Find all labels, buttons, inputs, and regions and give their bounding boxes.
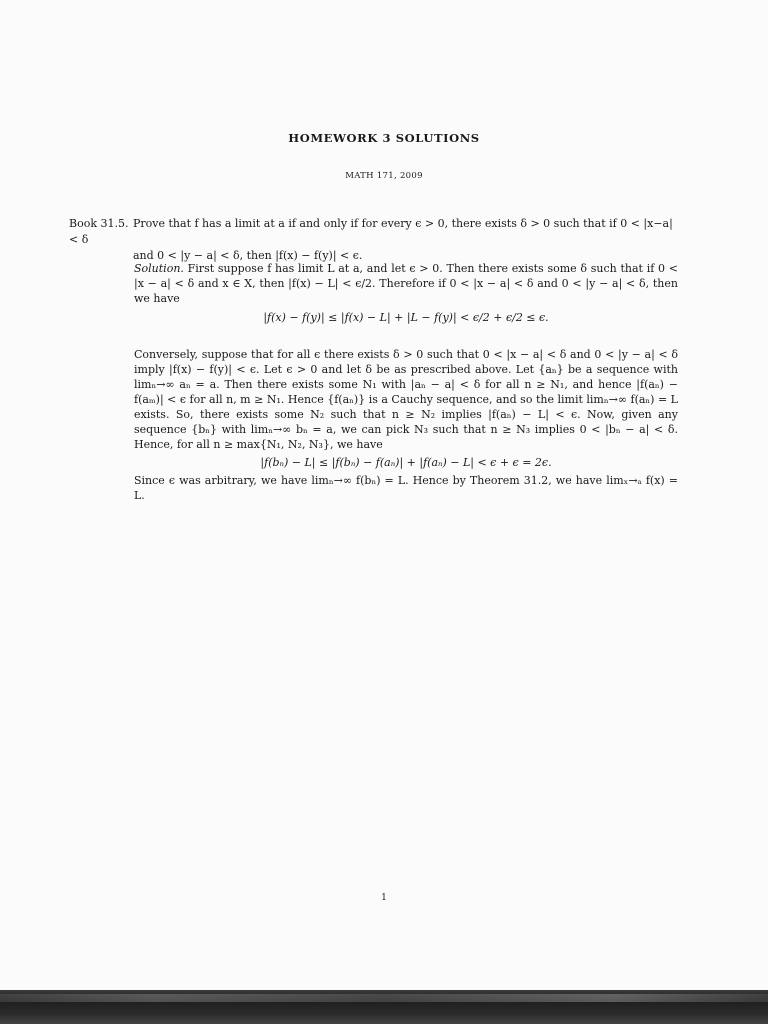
problem-statement	[69, 216, 681, 264]
scan-edge-band	[0, 994, 768, 1002]
scan-edge-strip	[0, 990, 768, 1024]
equation-2: |f(bₙ) − L| ≤ |f(bₙ) − f(aₙ)| + |f(aₙ) − L| < ϵ + ϵ = 2ϵ.	[260, 456, 552, 469]
equation-1: |f(x) − f(y)| ≤ |f(x) − L| + |L − f(y)| < ϵ/2 + ϵ/2 ≤ ϵ.	[263, 311, 549, 324]
solution-body	[134, 261, 678, 503]
problem-line-1: Prove that f has a limit at a if and only if for every ϵ > 0, there exists δ > 0 such that if 0 < |x−a| < δ	[69, 217, 673, 246]
solution-lead: Solution.	[134, 262, 184, 275]
solution-para-1-text: First suppose f has limit L at a, and let ϵ > 0. Then there exists some δ such that if 0 < |x − a| < δ and x ∈ X, then |f(x) − L| < ϵ/2. Therefore if 0 < |x − a| < δ and 0 < |y − a| < δ, then we have	[134, 262, 678, 305]
solution-paragraph-2: Conversely, suppose that for all ϵ there exists δ > 0 such that 0 < |x − a| < δ and 0 < |y − a| < δ imply |f(x) − f(y)| < ϵ. Let ϵ > 0 and let δ be as prescribed above. Let {aₙ} be a sequence with limₙ→∞ aₙ = a. Then there exists some N₁ with |aₙ − a| < δ for all n ≥ N₁, and hence |f(aₙ) − f(aₘ)| < ϵ for all n, m ≥ N₁. Hence {f(aₙ)} is a Cauchy sequence, and so the limit limₙ→∞ f(aₙ) = L exists. So, there exists some N₂ such that n ≥ N₂ implies |f(aₙ) − L| < ϵ. Now, given any sequence {bₙ} with limₙ→∞ bₙ = a, we can pick N₃ such that n ≥ N₃ implies 0 < |bₙ − a| < δ. Hence, for all n ≥ max{N₁, N₂, N₃}, we have	[134, 348, 678, 451]
page-number: 1	[381, 893, 387, 903]
page-title: HOMEWORK 3 SOLUTIONS	[288, 131, 480, 145]
page-subtitle: MATH 171, 2009	[345, 171, 423, 181]
problem-line-2: and 0 < |y − a| < δ, then |f(x) − f(y)| < ϵ.	[133, 249, 363, 262]
problem-label: Book 31.5.	[69, 217, 129, 230]
solution-paragraph-1	[134, 261, 678, 306]
solution-paragraph-3: Since ϵ was arbitrary, we have limₙ→∞ f(bₙ) = L. Hence by Theorem 31.2, we have limₓ→ₐ f(x) = L.	[134, 474, 678, 502]
